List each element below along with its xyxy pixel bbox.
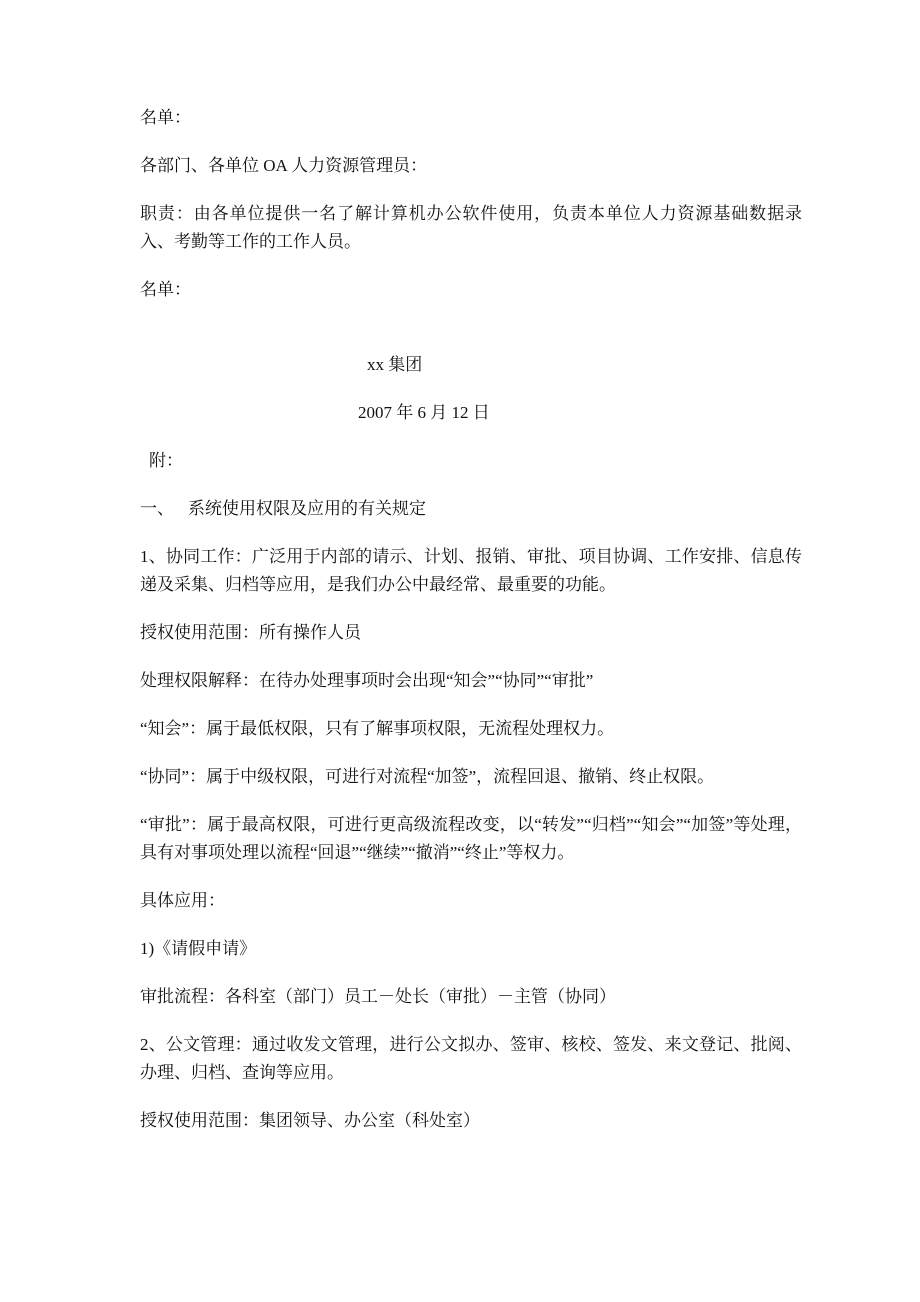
section-heading	[140, 495, 802, 523]
signature-company: xx 集团	[367, 355, 423, 374]
paragraph-doc-mgmt-intro: 2、公文管理：通过收发文管理，进行公文拟办、签审、核校、签发、来文登记、批阅、办理、归档、查询等应用。	[140, 1035, 802, 1082]
roster-label-2: 名单：	[140, 280, 191, 299]
paragraph-collab-scope: 授权使用范围：所有操作人员	[140, 623, 361, 642]
paragraph-application-label: 具体应用：	[140, 891, 225, 910]
paragraph-perm-shenpi: “审批”：属于最高权限，可进行更高级流程改变，以“转发”“归档”“知会”“加签”等处理，具有对事项处理以流程“回退”“继续”“撤消”“终止”等权力。	[140, 815, 802, 862]
paragraph-collab-intro: 1、协同工作：广泛用于内部的请示、计划、报销、审批、项目协调、工作安排、信息传递及采集、归档等应用，是我们办公中最经常、最重要的功能。	[140, 547, 802, 594]
section-heading-marker: 一、	[140, 499, 174, 518]
recipients-line: 各部门、各单位 OA 人力资源管理员：	[140, 156, 428, 175]
roster-label-1: 名单：	[140, 108, 191, 127]
attachment-label: 附：	[149, 451, 183, 470]
paragraph-perm-xietong: “协同”：属于中级权限，可进行对流程“加签”，流程回退、撤销、终止权限。	[140, 767, 715, 786]
paragraph-doc-mgmt-scope: 授权使用范围：集团领导、办公室（科处室）	[140, 1111, 480, 1130]
section-heading-text: 系统使用权限及应用的有关规定	[188, 499, 426, 518]
paragraph-leave-request: 1)《请假申请》	[140, 939, 257, 958]
paragraph-permission-intro: 处理权限解释：在待办处理事项时会出现“知会”“协同”“审批”	[140, 671, 594, 690]
signature-date: 2007 年 6 月 12 日	[358, 403, 490, 422]
paragraph-approval-flow: 审批流程：各科室（部门）员工－处长（审批）－主管（协同）	[140, 987, 616, 1006]
duty-paragraph: 职责：由各单位提供一名了解计算机办公软件使用，负责本单位人力资源基础数据录入、考勤等工作的工作人员。	[140, 204, 802, 251]
paragraph-perm-zhihui: “知会”：属于最低权限，只有了解事项权限，无流程处理权力。	[140, 719, 615, 738]
